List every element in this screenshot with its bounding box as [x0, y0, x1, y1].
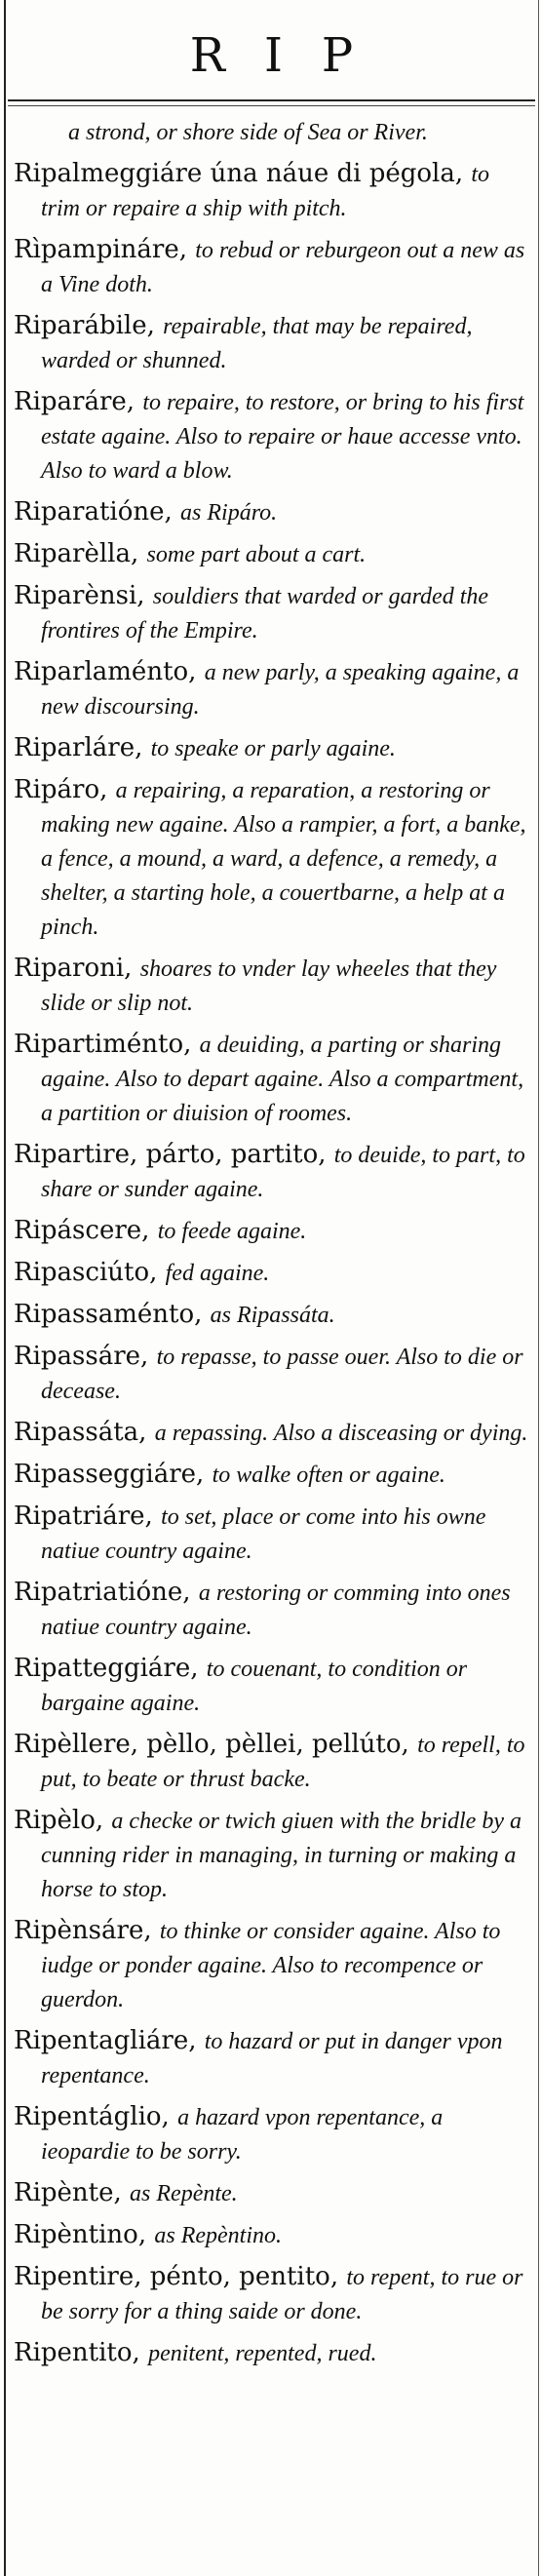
entry-definition: to walke often or againe.	[212, 1463, 445, 1488]
entry-definition: as Repèntino.	[154, 2223, 282, 2248]
entry-headword: Ripassáta,	[14, 1418, 147, 1447]
dictionary-entry	[14, 115, 531, 149]
entry-definition: to trim or repaire a ship with pitch.	[41, 162, 490, 221]
entry-definition: a checke or twich giuen with the bridle by a cunning rider in managing, in turning or making a horse to stop.	[41, 1809, 522, 1902]
entry-headword: Riparatióne,	[14, 497, 173, 527]
entry-headword: Ripentire, pénto, pentito,	[14, 2262, 339, 2291]
dictionary-entry	[14, 233, 531, 301]
entry-definition: a repairing, a reparation, a restoring or making new againe. Also a rampier, a fort, a banke, a fence, a mound, a ward, a defence, a remedy, a shelter, a starting hole, a couertbarne, a help at a pinch.	[41, 778, 526, 940]
entry-definition: a new parly, a speaking againe, a new discoursing.	[41, 660, 520, 720]
entry-headword: Riparèlla,	[14, 539, 139, 568]
entry-definition: a restoring or comming into ones natiue country againe.	[41, 1581, 511, 1640]
entry-headword: Ripasciúto,	[14, 1258, 158, 1287]
entry-headword: Ripatriatióne,	[14, 1578, 191, 1607]
entry-definition: as Ripáro.	[180, 500, 278, 526]
entry-list	[14, 115, 531, 2378]
entry-definition: to rebud or reburgeon out a new as a Vine doth.	[41, 238, 525, 297]
entry-headword: Ripèntino,	[14, 2220, 147, 2249]
dictionary-entry	[14, 1214, 531, 1248]
left-margin-rule	[4, 0, 6, 2576]
entry-headword: Ripassaménto,	[14, 1300, 203, 1329]
dictionary-entry	[14, 157, 531, 225]
dictionary-entry	[14, 1914, 531, 2016]
entry-definition: to thinke or consider againe. Also to iudge or ponder againe. Also to recompence or guerdon.	[41, 1919, 501, 2012]
dictionary-entry	[14, 1340, 531, 1408]
entry-definition: shoares to vnder lay wheeles that they slide or slip not.	[41, 956, 497, 1016]
dictionary-entry	[14, 1028, 531, 1130]
entry-definition: to feede againe.	[157, 1219, 307, 1244]
entry-definition: repairable, that may be repaired, warded or shunned.	[41, 314, 473, 373]
entry-headword: Ripasseggiáre,	[14, 1460, 205, 1489]
entry-definition: to deuide, to part, to share or sunder againe.	[41, 1143, 525, 1202]
dictionary-entry	[14, 1458, 531, 1492]
entry-headword: Ripènte,	[14, 2178, 122, 2207]
entry-definition: to couenant, to condition or bargaine againe.	[41, 1657, 468, 1716]
header-rule-thin	[8, 105, 535, 106]
dictionary-entry	[14, 495, 531, 529]
dictionary-entry	[14, 2176, 531, 2210]
dictionary-entry	[14, 537, 531, 571]
dictionary-entry	[14, 1652, 531, 1720]
dictionary-entry	[14, 655, 531, 723]
entry-headword: Riparlaménto,	[14, 657, 197, 686]
entry-headword: Riparábile,	[14, 311, 155, 340]
dictionary-entry	[14, 1256, 531, 1290]
entry-headword: Ripentáglio,	[14, 2102, 170, 2131]
entry-definition: a hazard vpon repentance, a ieopardie to be sorry.	[41, 2105, 444, 2165]
entry-definition: a strond, or shore side of Sea or River.	[68, 120, 428, 145]
entry-definition: to hazard or put in danger vpon repentance.	[41, 2029, 503, 2088]
entry-headword: Rìpampináre,	[14, 235, 187, 264]
entry-headword: Riparènsi,	[14, 581, 145, 610]
entry-headword: Ripatteggiáre,	[14, 1654, 199, 1683]
dictionary-entry	[14, 2218, 531, 2252]
entry-definition: to speake or parly againe.	[150, 736, 396, 761]
entry-definition: fed againe.	[165, 1261, 270, 1286]
dictionary-entry	[14, 1576, 531, 1644]
dictionary-entry	[14, 731, 531, 765]
entry-headword: Ripatriáre,	[14, 1502, 153, 1531]
entry-definition: penitent, repented, rued.	[148, 2341, 377, 2366]
entry-definition: to repaire, to restore, or bring to his first estate againe. Also to repaire or haue accesse vnto. Also to ward a blow.	[41, 390, 524, 484]
entry-headword: Riparáre,	[14, 387, 135, 416]
entry-definition: to repent, to rue or be sorry for a thing saide or done.	[41, 2265, 523, 2324]
dictionary-entry	[14, 385, 531, 488]
page-header: RIP	[189, 28, 393, 83]
entry-headword: Ripartiménto,	[14, 1030, 192, 1059]
dictionary-entry	[14, 2336, 531, 2370]
dictionary-entry	[14, 773, 531, 944]
entry-headword: Ripáscere,	[14, 1216, 150, 1245]
entry-headword: Ripassáre,	[14, 1342, 149, 1371]
entry-definition: to repell, to put, to beate or thrust backe.	[41, 1733, 525, 1792]
dictionary-entry	[14, 2100, 531, 2168]
dictionary-entry	[14, 2024, 531, 2092]
entry-headword: Ripentagliáre,	[14, 2026, 197, 2055]
right-margin-rule	[538, 0, 539, 2576]
entry-definition: a deuiding, a parting or sharing againe. Also to depart againe. Also a compartment, a partition or diuision of roomes.	[41, 1033, 524, 1126]
entry-headword: Ripartire, párto, partito,	[14, 1140, 327, 1169]
dictionary-entry	[14, 1804, 531, 1906]
dictionary-entry	[14, 1728, 531, 1796]
entry-headword: Ripèllere, pèllo, pèllei, pellúto,	[14, 1730, 409, 1759]
entry-headword: Ripentito,	[14, 2338, 140, 2367]
dictionary-entry	[14, 1416, 531, 1450]
entry-headword: Ripèlo,	[14, 1806, 104, 1835]
entry-headword: Ripáro,	[14, 775, 108, 804]
dictionary-entry	[14, 2260, 531, 2328]
entry-definition: to set, place or come into his owne natiue country againe.	[41, 1504, 486, 1564]
entry-definition: souldiers that warded or garded the frontires of the Empire.	[41, 584, 489, 644]
dictionary-entry	[14, 309, 531, 377]
entry-headword: Ripalmeggiáre úna náue di pégola,	[14, 159, 464, 188]
dictionary-entry	[14, 952, 531, 1020]
entry-definition: a repassing. Also a disceasing or dying.	[154, 1421, 528, 1446]
entry-headword: Riparláre,	[14, 733, 143, 762]
header-rule	[8, 99, 535, 101]
entry-definition: as Ripassáta.	[210, 1303, 335, 1328]
dictionary-entry	[14, 1138, 531, 1206]
dictionary-entry	[14, 579, 531, 647]
entry-headword: Ripènsáre,	[14, 1916, 152, 1945]
entry-definition: to repasse, to passe ouer. Also to die or decease.	[41, 1345, 523, 1404]
entry-definition: some part about a cart.	[146, 542, 367, 567]
dictionary-entry	[14, 1500, 531, 1568]
dictionary-entry	[14, 1298, 531, 1332]
entry-definition: as Repènte.	[130, 2181, 238, 2206]
entry-headword: Riparoni,	[14, 954, 133, 983]
